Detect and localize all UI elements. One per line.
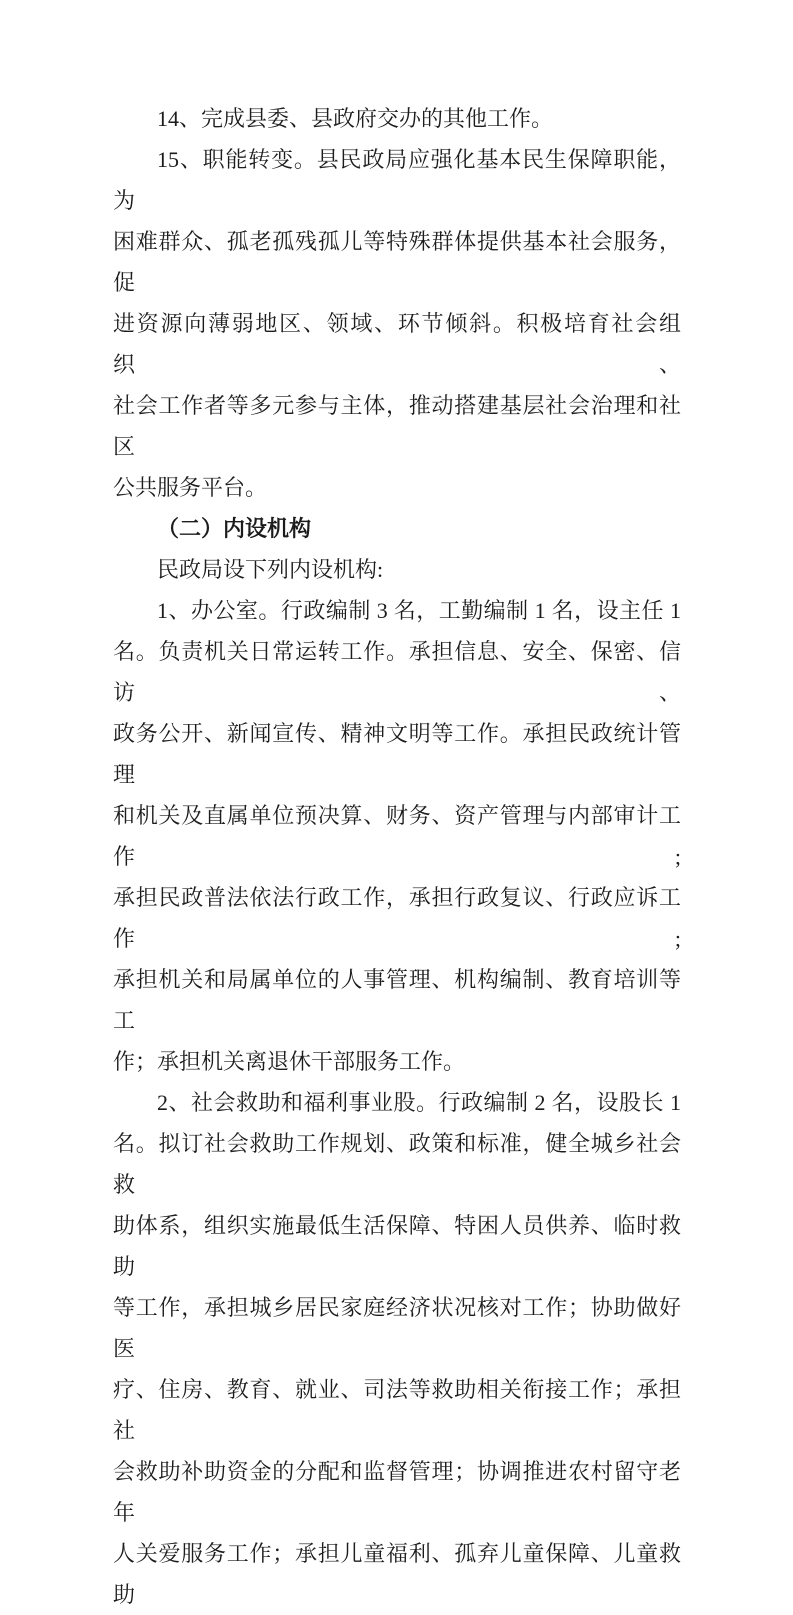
text-line: 14、完成县委、县政府交办的其他工作。: [157, 106, 554, 131]
text-line: 进资源向薄弱地区、领域、环节倾斜。积极培育社会组织、: [113, 311, 681, 377]
text-line: 会救助补助资金的分配和监督管理；协调推进农村留守老年: [113, 1459, 681, 1525]
text-line: 承担机关和局属单位的人事管理、机构编制、教育培训等工: [113, 967, 681, 1033]
text-line: 社会工作者等多元参与主体，推动搭建基层社会治理和社区: [113, 393, 681, 459]
text-line: 公共服务平台。: [113, 475, 268, 500]
text-line: 15、职能转变。县民政局应强化基本民生保障职能，为: [113, 147, 681, 213]
paragraph: [113, 139, 681, 508]
text-line: 人关爱服务工作；承担儿童福利、孤弃儿童保障、儿童救助: [113, 1541, 681, 1607]
paragraph: [113, 549, 681, 590]
text-line: 名。拟订社会救助工作规划、政策和标准，健全城乡社会救: [113, 1131, 681, 1197]
text-line: 疗、住房、教育、就业、司法等救助相关衔接工作；承担社: [113, 1377, 681, 1443]
text-line: 政务公开、新闻宣传、精神文明等工作。承担民政统计管理: [113, 721, 681, 787]
text-line: 作；承担机关离退休干部服务工作。: [113, 1049, 466, 1074]
text-line: 等工作，承担城乡居民家庭经济状况核对工作；协助做好医: [113, 1295, 681, 1361]
text-line: 和机关及直属单位预决算、财务、资产管理与内部审计工作;: [113, 803, 681, 869]
text-line: 名。负责机关日常运转工作。承担信息、安全、保密、信访、: [113, 639, 681, 705]
text-line: 1、办公室。行政编制 3 名，工勤编制 1 名，设主任 1: [157, 598, 681, 623]
text-line: 困难群众、孤老孤残孤儿等特殊群体提供基本社会服务，促: [113, 229, 681, 295]
text-line: 助体系，组织实施最低生活保障、特困人员供养、临时救助: [113, 1213, 681, 1279]
paragraph: [113, 590, 681, 1082]
text-line: 民政局设下列内设机构:: [157, 557, 384, 582]
text-line: 2、社会救助和福利事业股。行政编制 2 名，设股长 1: [157, 1090, 681, 1115]
paragraph: [113, 98, 681, 139]
text-line: 承担民政普法依法行政工作，承担行政复议、行政应诉工作;: [113, 885, 681, 951]
section-heading: [113, 508, 681, 549]
paragraph: [113, 1082, 681, 1615]
document-content: [113, 98, 681, 1615]
text-line: （二）内设机构: [157, 516, 312, 541]
